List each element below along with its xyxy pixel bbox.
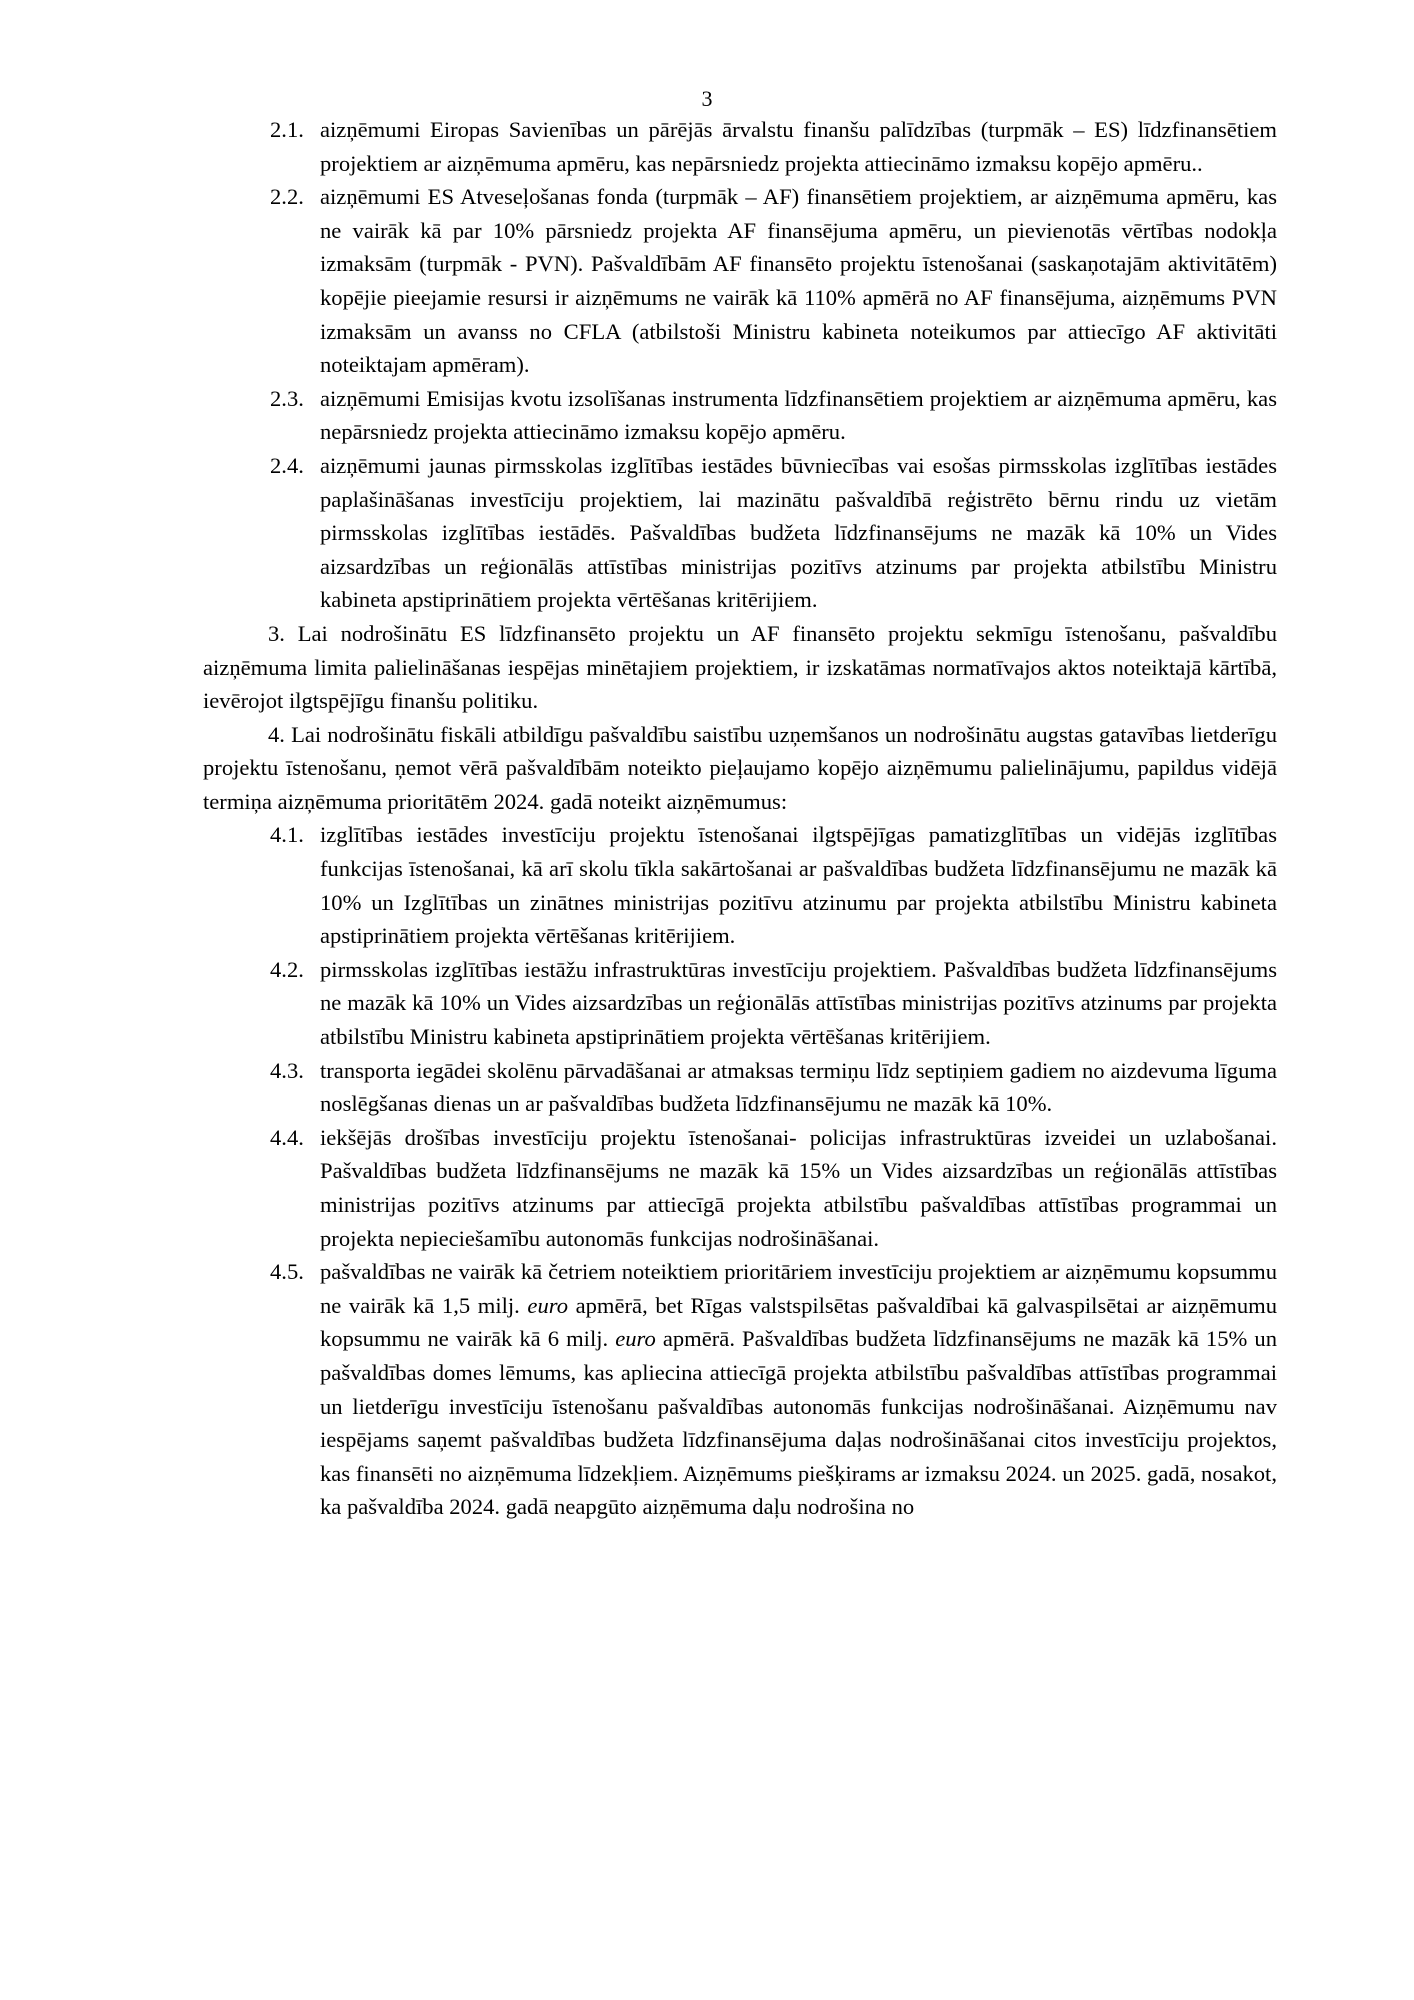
- document-body: [203, 113, 1277, 1524]
- list-item-2-3: [203, 382, 1277, 449]
- item-number: 4.1.: [270, 822, 304, 848]
- item-text: aizņēmumi Eiropas Savienības un pārējās ārvalstu finanšu palīdzības (turpmāk – ES) līdzfinansētiem projektiem ar aizņēmuma apmēru, kas nepārsniedz projekta attiecināmo izmaksu kopējo apmēru..: [320, 117, 1277, 176]
- page-number: 3: [701, 86, 713, 111]
- item-text-part3: apmērā. Pašvaldības budžeta līdzfinansējums ne mazāk kā 15% un pašvaldības domes lēmums, kas apliecina attiecīgā projekta atbilstību pašvaldības attīstības programmai un lietderīgu investīciju īstenošanu pašvaldības autonomās funkcijas nodrošināšanai. Aizņēmumu nav iespējams saņemt pašvaldības budžeta līdzfinansējuma daļas nodrošināšanai citos investīciju projektos, kas finansēti no aizņēmuma līdzekļiem. Aizņēmums piešķirams ar izmaksu 2024. un 2025. gadā, nosakot, ka pašvaldība 2024. gadā neapgūto aizņēmuma daļu nodrošina no: [320, 1326, 1277, 1520]
- list-item-4-4: [203, 1121, 1277, 1255]
- item-text: aizņēmumi Emisijas kvotu izsolīšanas instrumenta līdzfinansētiem projektiem ar aizņēmuma apmēru, kas nepārsniedz projekta attiecināmo izmaksu kopējo apmēru.: [320, 385, 1277, 445]
- item-number: 2.3.: [270, 385, 304, 411]
- item-text: transporta iegādei skolēnu pārvadāšanai ar atmaksas termiņu līdz septiņiem gadiem no aizdevuma līguma noslēgšanas dienas un ar pašvaldības budžeta līdzfinansējumu ne mazāk kā 10%.: [320, 1057, 1277, 1117]
- item-number: 2.2.: [270, 184, 304, 210]
- item-number: 4.4.: [270, 1124, 304, 1150]
- list-item-4-1: [203, 818, 1277, 952]
- list-item-2-2: [203, 180, 1277, 382]
- list-item-2-1: [203, 113, 1277, 180]
- list-item-4-5: [203, 1255, 1277, 1524]
- item-text-italic-euro: euro: [615, 1326, 656, 1352]
- item-text: iekšējās drošības investīciju projektu īstenošanai- policijas infrastruktūras izveidei un uzlabošanai. Pašvaldības budžeta līdzfinansējums ne mazāk kā 15% un Vides aizsardzības un reģionālās attīstības ministrijas pozitīvs atzinums par attiecīgā projekta atbilstību pašvaldības attīstības programmai un projekta nepieciešamību autonomās funkcijas nodrošināšanai.: [320, 1124, 1277, 1251]
- paragraph-4: 4. Lai nodrošinātu fiskāli atbildīgu pašvaldību saistību uzņemšanos un nodrošinātu augstas gatavības lietderīgu projektu īstenošanu, ņemot vērā pašvaldībām noteikto pieļaujamo kopējo aizņēmumu palielinājumu, papildus vidējā termiņa aizņēmuma prioritātēm 2024. gadā noteikt aizņēmumus:: [203, 721, 1277, 814]
- item-number: 2.1.: [270, 117, 304, 142]
- item-text-italic-euro: euro: [527, 1292, 568, 1318]
- item-text: aizņēmumi jaunas pirmsskolas izglītības iestādes būvniecības vai esošas pirmsskolas izglītības iestādes paplašināšanas investīciju projektiem, lai mazinātu pašvaldībā reģistrēto bērnu rindu uz vietām pirmsskolas izglītības iestādēs. Pašvaldības budžeta līdzfinansējums ne mazāk kā 10% un Vides aizsardzības un reģionālās attīstības ministrijas pozitīvs atzinums par projekta atbilstību Ministru kabineta apstiprinātiem projekta vērtēšanas kritērijiem.: [320, 452, 1277, 613]
- item-number: 4.5.: [270, 1259, 304, 1285]
- list-item-4-3: [203, 1054, 1277, 1121]
- item-number: 4.3.: [270, 1057, 304, 1083]
- item-text-part1: pašvaldības ne vairāk kā četriem noteiktiem prioritāriem investīciju projektiem ar aizņēmumu kopsummu ne vairāk kā 1,5 milj.: [320, 1259, 1277, 1318]
- list-item-2-4: [203, 449, 1277, 617]
- item-text-part2: apmērā, bet Rīgas valstspilsētas pašvaldībai kā galvaspilsētai ar aizņēmumu kopsummu ne vairāk kā 6 milj.: [320, 1292, 1278, 1352]
- item-text: aizņēmumi ES Atveseļošanas fonda (turpmāk – AF) finansētiem projektiem, ar aizņēmuma apmēru, kas ne vairāk kā par 10% pārsniedz projekta AF finansējuma apmēru, un pievienotās vērtības nodokļa izmaksām (turpmāk - PVN). Pašvaldībām AF finansēto projektu īstenošanai (saskaņotajām aktivitātēm) kopējie pieejamie resursi ir aizņēmums ne vairāk kā 110% apmērā no AF finansējuma, aizņēmums PVN izmaksām un avanss no CFLA (atbilstoši Ministru kabineta noteikumos par attiecīgo AF aktivitāti noteiktajam apmēram).: [320, 184, 1277, 378]
- item-text: pirmsskolas izglītības iestāžu infrastruktūras investīciju projektiem. Pašvaldības budžeta līdzfinansējums ne mazāk kā 10% un Vides aizsardzības un reģionālās attīstības ministrijas pozitīvs atzinums par projekta atbilstību Ministru kabineta apstiprinātiem projekta vērtēšanas kritērijiem.: [320, 956, 1277, 1050]
- paragraph-3: 3. Lai nodrošinātu ES līdzfinansēto projektu un AF finansēto projektu sekmīgu īstenošanu, pašvaldību aizņēmuma limita palielināšanas iespējas minētajiem projektiem, ir izskatāmas normatīvajos aktos noteiktajā kārtībā, ievērojot ilgtspējīgu finanšu politiku.: [203, 620, 1277, 714]
- item-number: 4.2.: [270, 956, 304, 982]
- item-text: izglītības iestādes investīciju projektu īstenošanai ilgtspējīgas pamatizglītības un vidējās izglītības funkcijas īstenošanai, kā arī skolu tīkla sakārtošanai ar pašvaldības budžeta līdzfinansējumu ne mazāk kā 10% un Izglītības un zinātnes ministrijas pozitīvu atzinumu par projekta atbilstību Ministru kabineta apstiprinātiem projekta vērtēšanas kritērijiem.: [320, 822, 1277, 949]
- item-number: 2.4.: [270, 452, 304, 478]
- list-item-4-2: [203, 953, 1277, 1054]
